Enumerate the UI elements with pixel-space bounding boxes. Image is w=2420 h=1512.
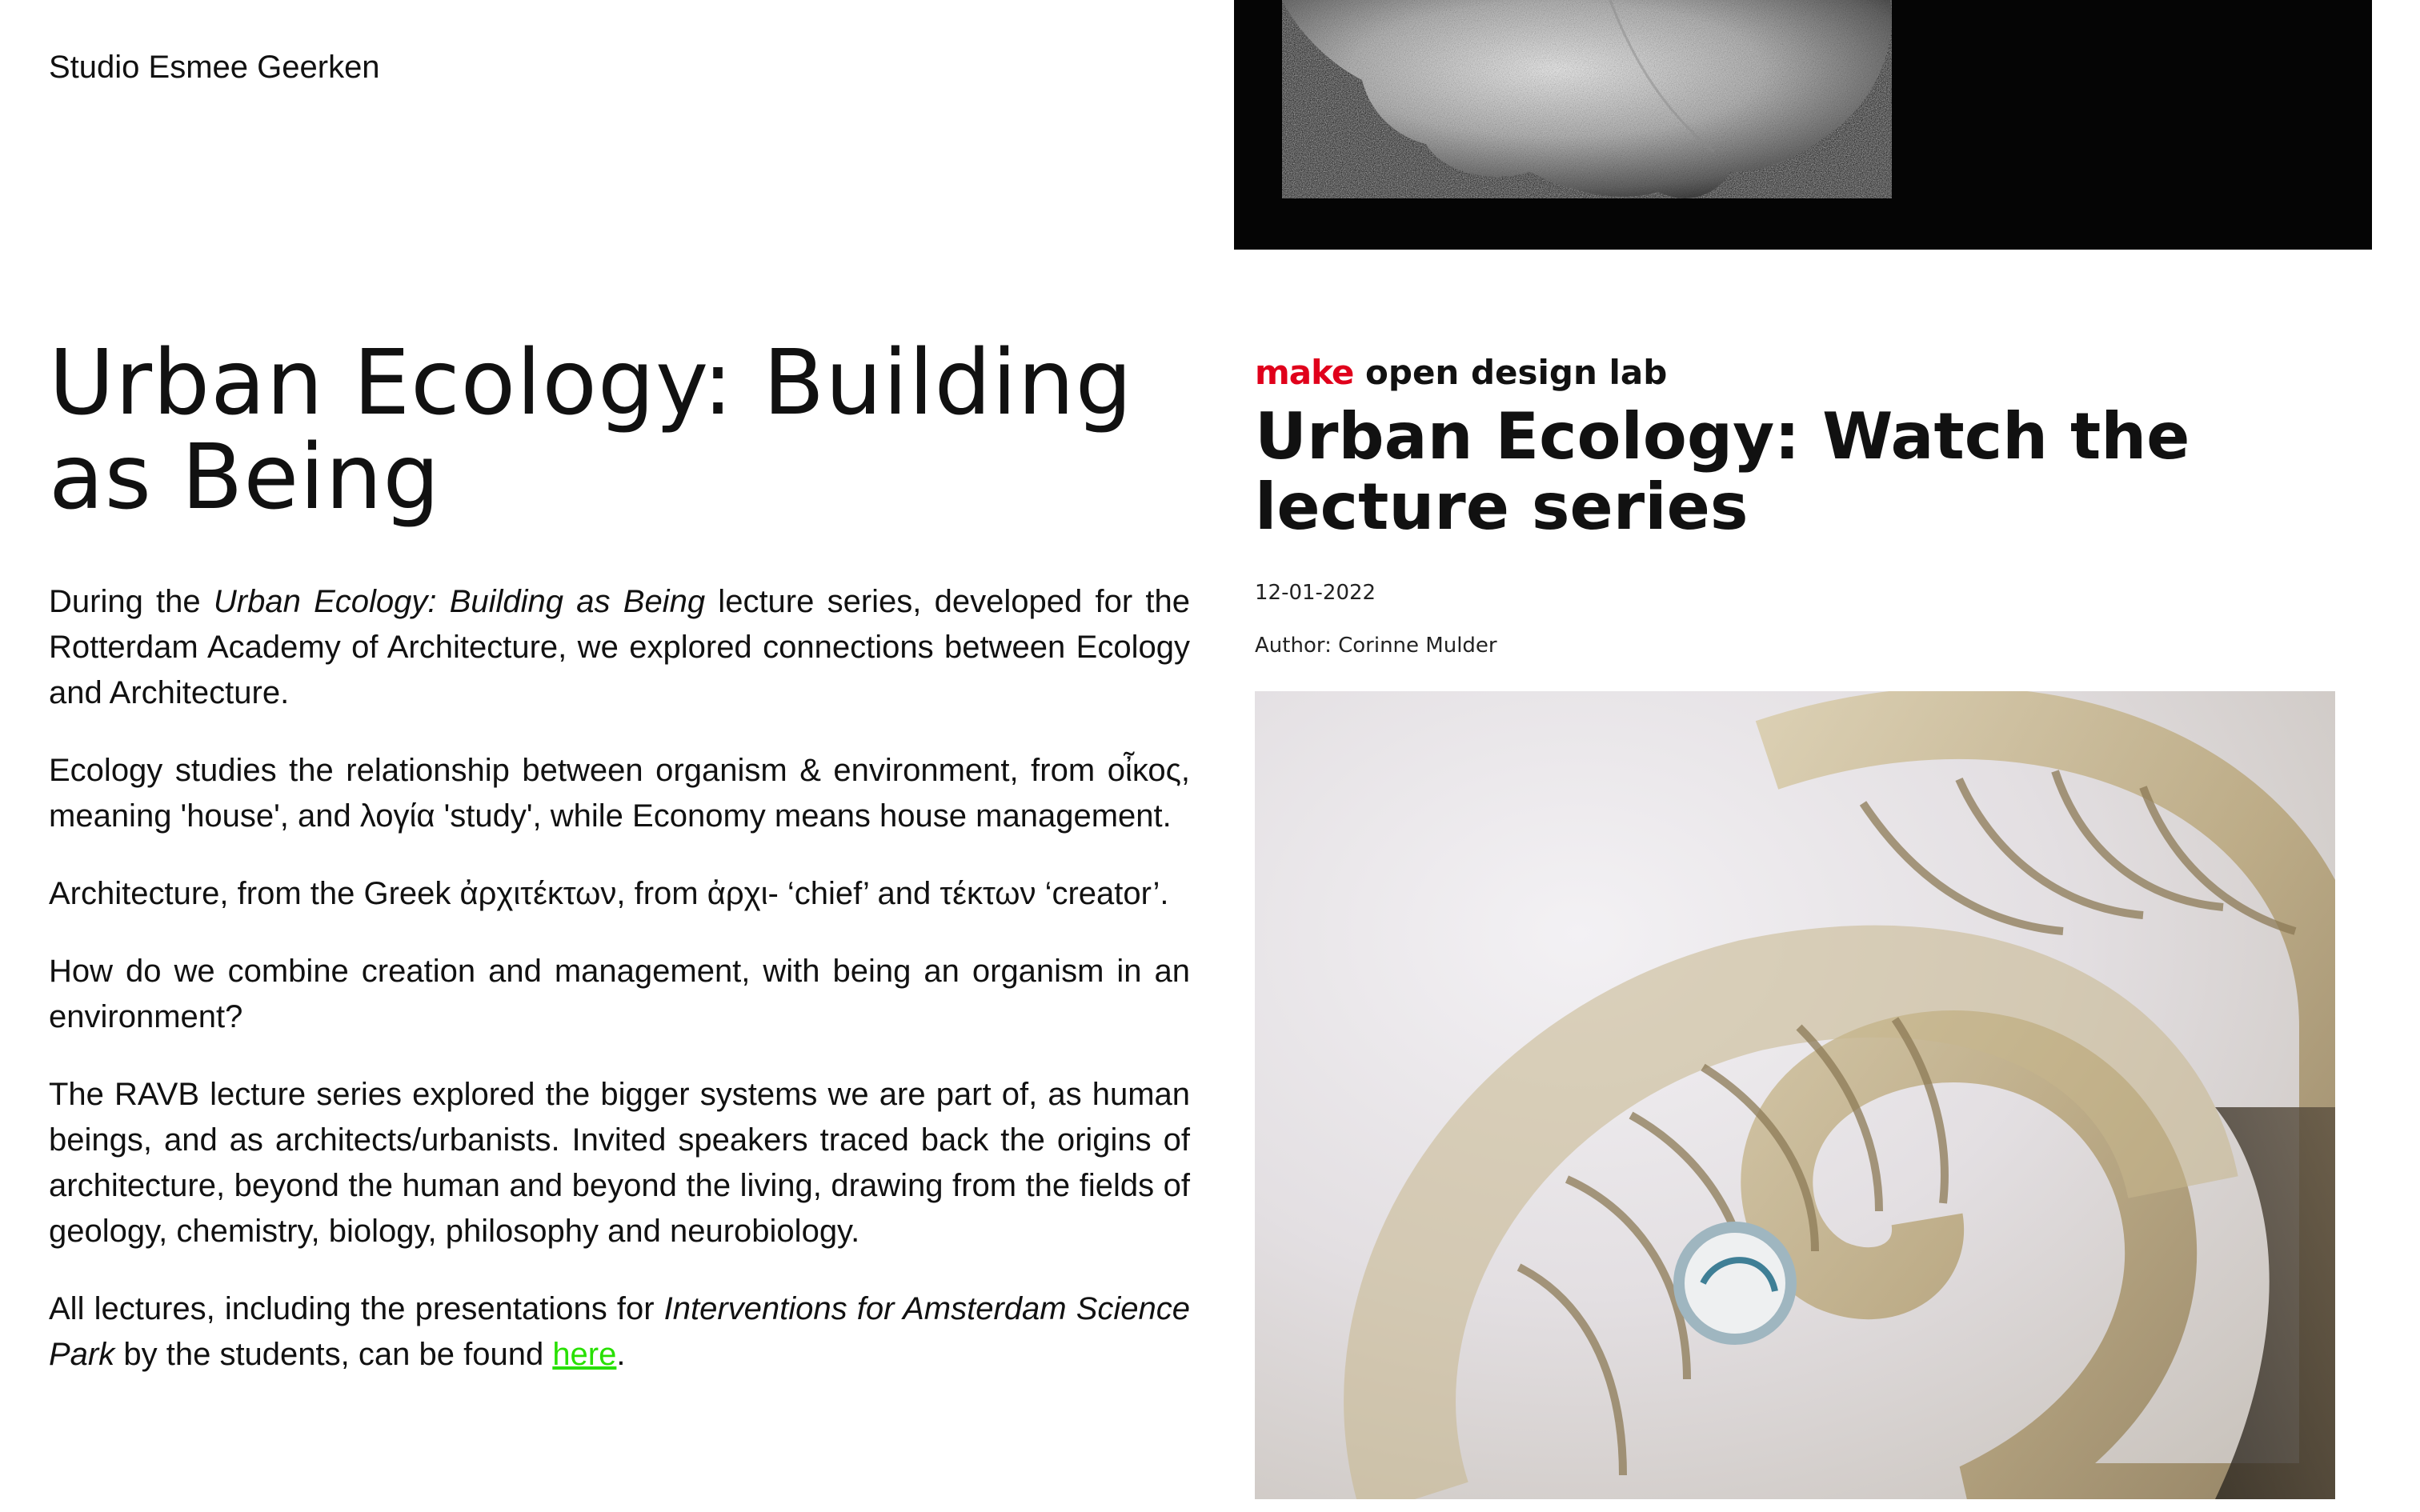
article-author: Author: Corinne Mulder [1255, 634, 1497, 658]
article-date: 12-01-2022 [1255, 581, 1376, 605]
page-title: Urban Ecology: Building as Being [49, 331, 1133, 530]
nautilus-shell-icon [1255, 691, 2335, 1499]
project-description [49, 331, 1190, 1410]
paragraph-question: How do we combine creation and management, with being an organism in an environment? [49, 954, 1190, 1034]
make-open-design-lab-logo [1255, 352, 2372, 394]
paragraph-architecture: Architecture, from the Greek ἀρχιτέκτων, from ἀρχι- ‘chief’ and τέκτων ‘creator’. [49, 876, 1169, 911]
interventions-title: Interventions for Amsterdam Science Park [49, 1291, 1190, 1372]
make-logo-text: make [1255, 353, 1354, 392]
paragraph-ecology: Ecology studies the relationship between organism & environment, from οἶκος, meaning 'house', and λογία 'study', while Economy means house management. [49, 753, 1190, 834]
project-body [49, 579, 1190, 1378]
paragraph-intro: During the Urban Ecology: Building as Being lecture series, developed for the Rotterdam Academy of Architecture, we explored connections between Ecology and Architecture. [49, 584, 1190, 710]
lab-name-text: open design lab [1365, 353, 1668, 392]
paragraph-lectures: The RAVB lecture series explored the bigger systems we are part of, as human beings, and as architects/urbanists. Invited speakers traced back the origins of architecture, beyond the human and beyond the living, drawing from the fields of geology, chemistry, biology, philosophy and neurobiology. [49, 1077, 1190, 1249]
nautilus-shell-image [1255, 691, 2335, 1499]
article-preview[interactable] [1234, 352, 2372, 659]
article-title: Urban Ecology: Watch the lecture series [1255, 399, 2190, 544]
series-name: Urban Ecology: Building as Being [213, 584, 706, 619]
organism-image [1234, 0, 2372, 250]
paragraph-interventions: All lectures, including the presentations for Interventions for Amsterdam Science Park by the students, can be found here. [49, 1291, 1190, 1372]
studio-name[interactable]: Studio Esmee Geerken [49, 50, 380, 85]
microscope-organism-icon [1234, 0, 2372, 250]
lectures-link[interactable]: here [552, 1337, 617, 1372]
